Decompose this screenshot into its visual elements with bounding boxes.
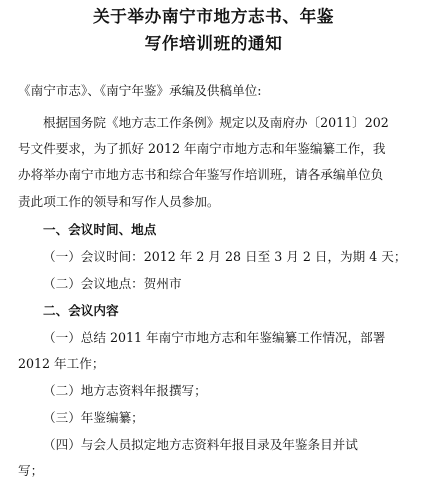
section-2-item-4-line-1: （四）与会人员拟定地方志资料年报目录及年鉴条目并试 bbox=[43, 437, 358, 452]
intro-paragraph-line-4: 责此项工作的领导和写作人员参加。 bbox=[18, 194, 220, 209]
section-2-heading: 二、会议内容 bbox=[43, 303, 119, 318]
section-1-item-2: （二）会议地点：贺州市 bbox=[43, 276, 182, 291]
addressee: 《南宁市志》、《南宁年鉴》承编及供稿单位: bbox=[18, 83, 262, 98]
section-1-heading: 一、会议时间、地点 bbox=[43, 222, 157, 237]
section-1-item-1: （一）会议时间：2012 年 2 月 28 日至 3 月 2 日，为期 4 天； bbox=[43, 249, 407, 264]
section-2-item-2: （二）地方志资料年报撰写； bbox=[43, 383, 207, 398]
section-2-item-3: （三）年鉴编纂； bbox=[43, 410, 144, 425]
intro-paragraph-line-1: 根据国务院《地方志工作条例》规定以及南府办〔2011〕202 bbox=[43, 115, 389, 130]
intro-paragraph-line-3: 办将举办南宁市地方志书和综合年鉴写作培训班，请各承编单位负 bbox=[18, 167, 384, 182]
intro-paragraph-line-2: 号文件要求，为了抓好 2012 年南宁市地方志和年鉴编纂工作，我 bbox=[18, 141, 386, 156]
document-title-line-2: 写作培训班的通知 bbox=[144, 33, 283, 53]
section-2-item-1-line-1: （一）总结 2011 年南宁市地方志和年鉴编纂工作情况，部署 bbox=[43, 330, 386, 345]
document-title-line-1: 关于举办南宁市地方志书、年鉴 bbox=[92, 6, 335, 26]
section-2-item-1-line-2: 2012 年工作； bbox=[18, 356, 105, 371]
section-2-item-4-line-2: 写； bbox=[18, 463, 44, 478]
